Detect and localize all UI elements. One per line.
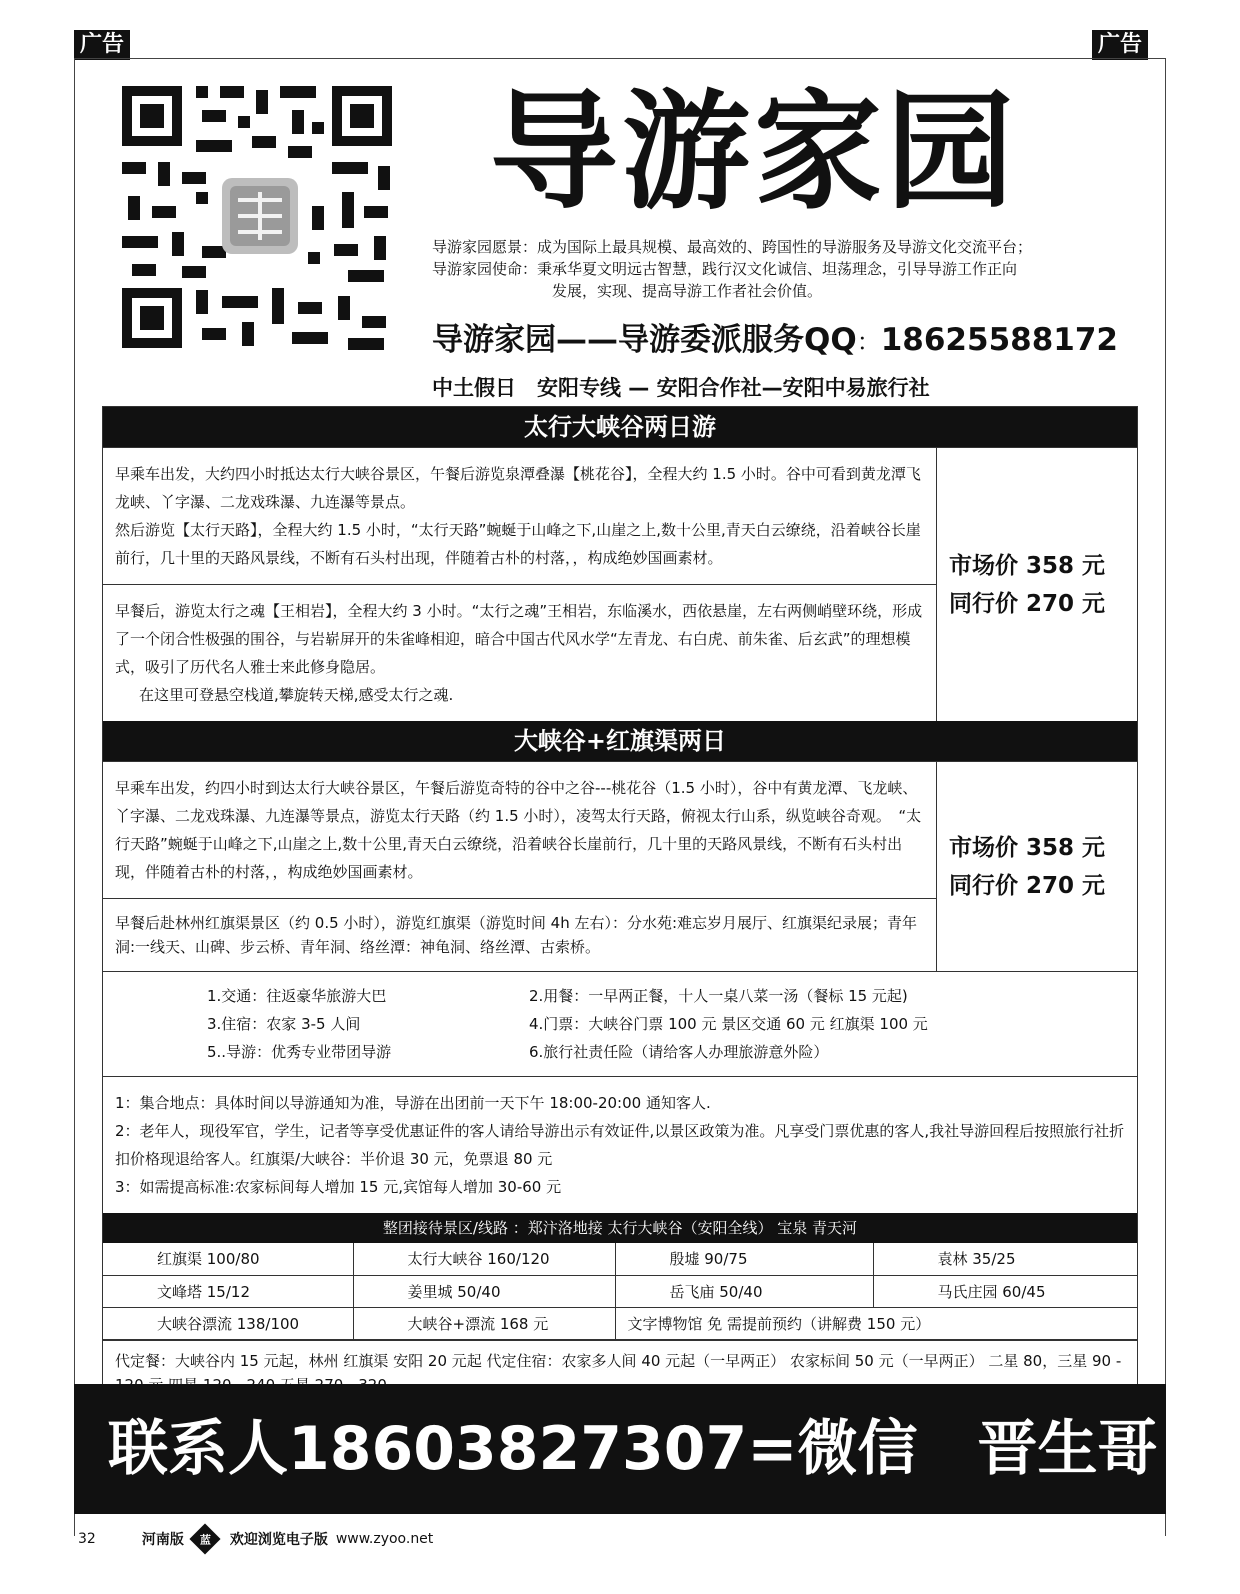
trip2-prices	[937, 762, 1137, 971]
site-url[interactable]: www.zyoo.net	[335, 1531, 434, 1547]
trip1-body	[103, 447, 1137, 721]
trip2-title: 大峡谷+红旗渠两日	[103, 721, 1137, 761]
table-cell: 太行大峡谷 160/120	[353, 1243, 615, 1275]
table-cell: 袁林 35/25	[873, 1243, 1137, 1275]
mission-text: 秉承华夏文明远古智慧，践行汉文化诚信、坦荡理念，引导导游工作正向	[537, 260, 1018, 278]
page-title: 导游家园	[490, 78, 1019, 227]
trip2-market-price: 市场价 358 元	[949, 834, 1106, 861]
note-1: 1：集合地点：具体时间以导游通知为准，导游在出团前一天下午 18:00-20:00 通知客人.	[115, 1094, 711, 1112]
qq-colon: ：	[856, 328, 881, 356]
table-row	[103, 1307, 1137, 1339]
trip1-day1	[103, 448, 936, 584]
mission-text-continued: 发展，实现、提高导游工作者社会价值。	[552, 282, 823, 300]
vision-mission-block	[432, 236, 1132, 302]
table-cell: 姜里城 50/40	[353, 1275, 615, 1307]
page-footer	[78, 1528, 433, 1550]
table-cell: 大峡谷漂流 138/100	[103, 1307, 353, 1339]
table-cell: 大峡谷+漂流 168 元	[353, 1307, 615, 1339]
note-3: 3：如需提高标准:农家标间每人增加 15 元,宾馆每人增加 30-60 元	[115, 1178, 562, 1196]
edition-label: 河南版	[141, 1532, 184, 1548]
note-2: 2：老年人，现役军官，学生，记者等享受优惠证件的客人请给导游出示有效证件,以景区政策为准。凡享受门票优惠的客人,我社导游回程后按照旅行社折扣价格现退给客人。红旗渠/大峡谷：半价退 30 元，免票退 80 元	[115, 1122, 1125, 1168]
service-tickets: 4.门票：大峡谷门票 100 元 景区交通 60 元 红旗渠 100 元	[529, 1015, 928, 1033]
service-meals: 2.用餐：一早两正餐，十人一桌八菜一汤（餐标 15 元起)	[529, 987, 908, 1005]
trip1-day2-a: 早餐后，游览太行之魂【王相岩】，全程大约 3 小时。“太行之魂”王相岩，东临溪水，西依悬崖，左右两侧峭壁环绕，形成了一个闭合性极强的围谷，与岩崭屏开的朱雀峰相迎，暗合中国古代风水学“左青龙、右白虎、前朱雀、后玄武”的理想模式，吸引了历代名人雅士来此修身隐居。	[115, 602, 923, 676]
trip2-day2: 早餐后赴林州红旗渠景区（约 0.5 小时），游览红旗渠（游览时间 4h 左右）：分水苑:难忘岁月展厅、红旗渠纪录展；青年洞:一线天、山碑、步云桥、青年洞、络丝潭：神龟洞、络丝潭、古索桥。	[103, 898, 936, 971]
itinerary-table	[102, 406, 1138, 1406]
trip1-prices	[937, 448, 1137, 721]
trip2-body	[103, 761, 1137, 971]
scenic-price-table	[103, 1243, 1137, 1340]
contact-phone: 联系人18603827307=微信	[108, 1414, 918, 1484]
table-cell: 殷墟 90/75	[615, 1243, 873, 1275]
trip1-day1-a: 早乘车出发，大约四小时抵达太行大峡谷景区，午餐后游览泉潭叠瀑【桃花谷】，全程大约 1.5 小时。谷中可看到黄龙潭飞龙峡、丫字瀑、二龙戏珠瀑、九连瀑等景点。	[115, 465, 921, 511]
trip1-trade-price: 同行价 270 元	[949, 590, 1106, 617]
contact-banner	[74, 1384, 1166, 1514]
logo-char: 蓝	[199, 1533, 211, 1546]
qr-code-image	[112, 76, 402, 358]
trip1-day1-b: 然后游览【太行天路】，全程大约 1.5 小时，“太行天路”蜿蜒于山峰之下,山崖之上,数十公里,青天白云缭绕，沿着峡谷长崖前行，几十里的天路风景线，不断有石头村出现，伴随着古朴的村落，，构成绝妙国画素材。	[115, 521, 921, 567]
group-reception-title: 整团接待景区/线路 ：郑汴洛地接 太行大峡谷（安阳全线） 宝泉 青天河	[103, 1213, 1137, 1243]
table-row	[103, 1243, 1137, 1275]
table-cell: 岳飞庙 50/40	[615, 1275, 873, 1307]
trip2-day1: 早乘车出发，约四小时到达太行大峡谷景区，午餐后游览奇特的谷中之谷---桃花谷（1.5 小时），谷中有黄龙潭、飞龙峡、丫字瀑、二龙戏珠瀑、九连瀑等景点，游览太行天路（约 1.5 小时），凌驾太行天路，俯视太行山系，纵览峡谷奇观。 “太行天路”蜿蜒于山峰之下,山崖之上,数十公里,青天白云缭绕，沿着峡谷长崖前行，几十里的天路风景线，不断有石头村出现，伴随着古朴的村落，，构成绝妙国画素材。	[115, 779, 922, 881]
table-cell: 文字博物馆 免 需提前预约（讲解费 150 元）	[615, 1307, 1137, 1339]
trip1-title: 太行大峡谷两日游	[103, 407, 1137, 447]
trip1-day2-b: 在这里可登悬空栈道,攀旋转天梯,感受太行之魂.	[139, 686, 454, 704]
trip1-market-price: 市场价 358 元	[949, 552, 1106, 579]
service-list	[103, 971, 1137, 1076]
service-lodging: 3.住宿：农家 3-5 人间	[207, 1015, 361, 1033]
table-cell: 文峰塔 15/12	[103, 1275, 353, 1307]
agency-subtitle: 中土假日 安阳专线 — 安阳合作社—安阳中易旅行社	[432, 376, 930, 400]
meals-lodging-note: 代定餐：大峡谷内 15 元起，林州 红旗渠 安阳 20 元起 代定住宿：农家多人间 40 元起（一早两正） 农家标间 50 元（一早两正） 二星 80，三星 90 -	[103, 1340, 1137, 1405]
publisher-logo-icon	[189, 1523, 220, 1554]
vision-label: 导游家园愿景：	[432, 238, 538, 256]
vision-text: 成为国际上最具规模、最高效的、跨国性的导游服务及导游文化交流平台；	[537, 238, 1033, 256]
notes-block	[103, 1076, 1137, 1213]
mission-label: 导游家园使命：	[432, 260, 538, 278]
page-number: 32	[78, 1531, 96, 1547]
trip2-trade-price: 同行价 270 元	[949, 872, 1106, 899]
table-cell: 马氏庄园 60/45	[873, 1275, 1137, 1307]
ad-tag-right: 广告	[1092, 30, 1148, 60]
service-guide: 5..导游：优秀专业带团导游	[207, 1043, 392, 1061]
service-insurance: 6.旅行社责任险（请给客人办理旅游意外险）	[529, 1043, 829, 1061]
qq-label: 导游家园——导游委派服务QQ	[432, 322, 857, 358]
table-row	[103, 1275, 1137, 1307]
service-transport: 1.交通：往返豪华旅游大巴	[207, 987, 387, 1005]
ad-tag-left: 广告	[74, 30, 130, 60]
trip1-day2	[103, 584, 936, 721]
contact-name: 晋生哥	[977, 1414, 1158, 1484]
qq-line	[432, 314, 1118, 359]
welcome-text: 欢迎浏览电子版	[229, 1532, 328, 1548]
qq-number: 18625588172	[880, 322, 1118, 358]
table-cell: 红旗渠 100/80	[103, 1243, 353, 1275]
